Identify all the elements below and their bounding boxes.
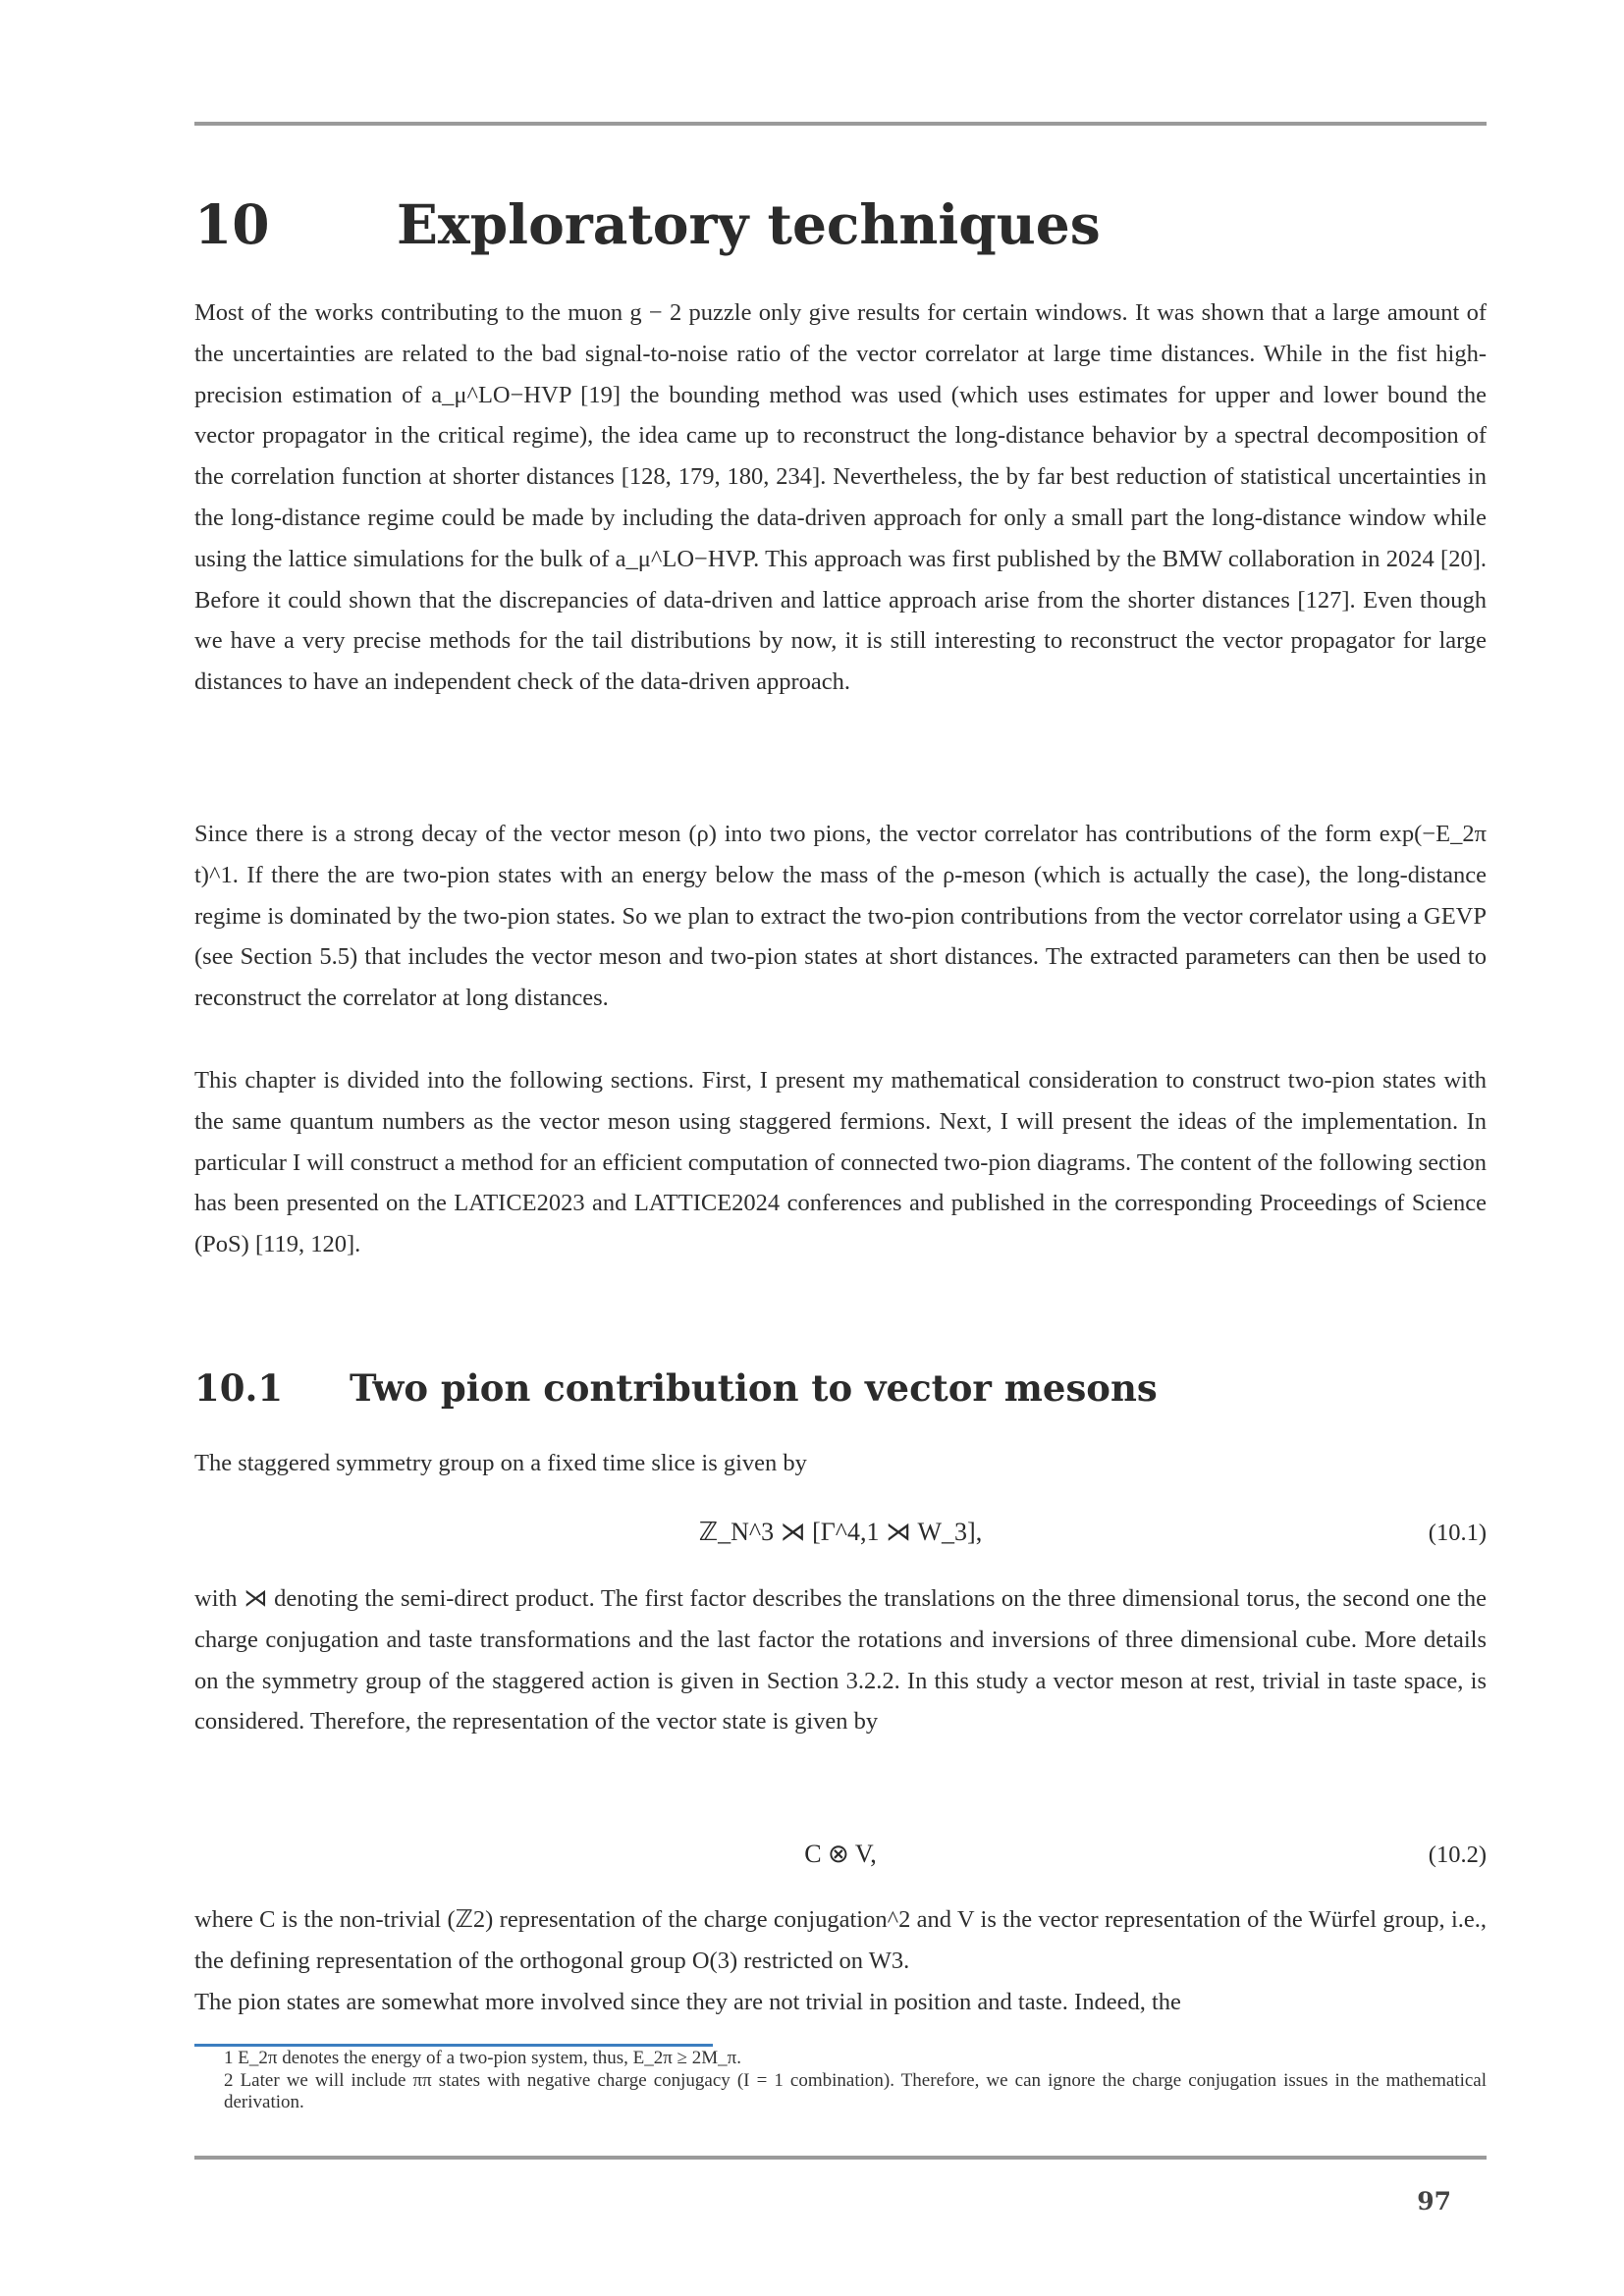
footer-rule	[194, 2156, 1487, 2160]
footnote-rule	[194, 2044, 713, 2047]
chapter-number: 10	[194, 192, 270, 256]
chapter-heading	[194, 192, 1101, 256]
paragraph-intro: Most of the works contributing to the muon g − 2 puzzle only give results for certain windows. It was shown that a large amount of the uncertainties are related to the bad signal-to-noise ratio of the vector correlator at large time distances. While in the fist high-precision estimation of a_μ^LO−HVP [19] the bounding method was used (which uses estimates for upper and lower bound the vector propagator in the critical regime), the idea came up to reconstruct the long-distance behavior by a spectral decomposition of the correlation function at shorter distances [128, 179, 180, 234]. Nevertheless, the by far best reduction of statistical uncertainties in the long-distance regime could be made by including the data-driven approach for only a small part the long-distance window while using the lattice simulations for the bulk of a_μ^LO−HVP. This approach was first published by the BMW collaboration in 2024 [20]. Before it could shown that the discrepancies of data-driven and lattice approach arise from the shorter distances [127]. Even though we have a very precise methods for the tail distributions by now, it is still interesting to reconstruct the vector propagator for large distances to have an independent check of the data-driven approach.	[194, 299, 1487, 696]
equation-number: (10.2)	[1428, 1842, 1487, 1868]
paragraph-symmetry-group: The staggered symmetry group on a fixed time slice is given by	[194, 1450, 807, 1476]
equation-number: (10.1)	[1428, 1520, 1487, 1546]
paragraph-chapter-outline: This chapter is divided into the following sections. First, I present my mathematical consideration to construct two-pion states with the same quantum numbers as the vector meson using staggered fermions. Next, I will present the ideas of the implementation. In particular I will construct a method for an efficient computation of connected two-pion diagrams. The content of the following section has been presented on the LATICE2023 and LATTICE2024 conferences and published in the corresponding Proceedings of Science (PoS) [119, 120].	[194, 1067, 1487, 1258]
chapter-title: Exploratory techniques	[397, 192, 1101, 256]
footnote-1: 1 E_2π denotes the energy of a two-pion system, thus, E_2π ≥ 2M_π.	[224, 2048, 741, 2068]
equation-10-1	[194, 1512, 1487, 1559]
equation-expression: ℤ_N^3 ⋊ [Γ^4,1 ⋊ W_3],	[698, 1518, 983, 1546]
section-heading	[194, 1366, 1158, 1410]
section-number: 10.1	[194, 1366, 284, 1410]
equation-10-2	[194, 1834, 1487, 1881]
section-title: Two pion contribution to vector mesons	[350, 1366, 1158, 1410]
paragraph-vector-representation: where C is the non-trivial (ℤ2) representation of the charge conjugation^2 and V is the vector representation of the Würfel group, i.e., the defining representation of the orthogonal group O(3) restricted on W3.	[194, 1906, 1487, 1974]
header-rule	[194, 122, 1487, 126]
equation-expression: C ⊗ V,	[804, 1840, 877, 1868]
footnotes	[194, 2048, 1487, 2114]
page-number: 97	[1417, 2187, 1451, 2216]
footnote-2: 2 Later we will include ππ states with negative charge conjugacy (I = 1 combination). Therefore, we can ignore the charge conjugation issues in the mathematical derivation.	[224, 2069, 1487, 2112]
paragraph-two-pion-decay: Since there is a strong decay of the vector meson (ρ) into two pions, the vector correlator has contributions of the form exp(−E_2π t)^1. If there the are two-pion states with an energy below the mass of the ρ-meson (which is actually the case), the long-distance regime is dominated by the two-pion states. So we plan to extract the two-pion contributions from the vector correlator using a GEVP (see Section 5.5) that includes the vector meson and two-pion states at short distances. The extracted parameters can then be used to reconstruct the correlator at long distances.	[194, 821, 1487, 1012]
paragraph-pion-states: The pion states are somewhat more involved since they are not trivial in position and taste. Indeed, the	[194, 1989, 1181, 2015]
paragraph-semidirect-product: with ⋊ denoting the semi-direct product. The first factor describes the translations on the three dimensional torus, the second one the charge conjugation and taste transformations and the last factor the rotations and inversions of three dimensional cube. More details on the symmetry group of the staggered action is given in Section 3.2.2. In this study a vector meson at rest, trivial in taste space, is considered. Therefore, the representation of the vector state is given by	[194, 1585, 1487, 1735]
